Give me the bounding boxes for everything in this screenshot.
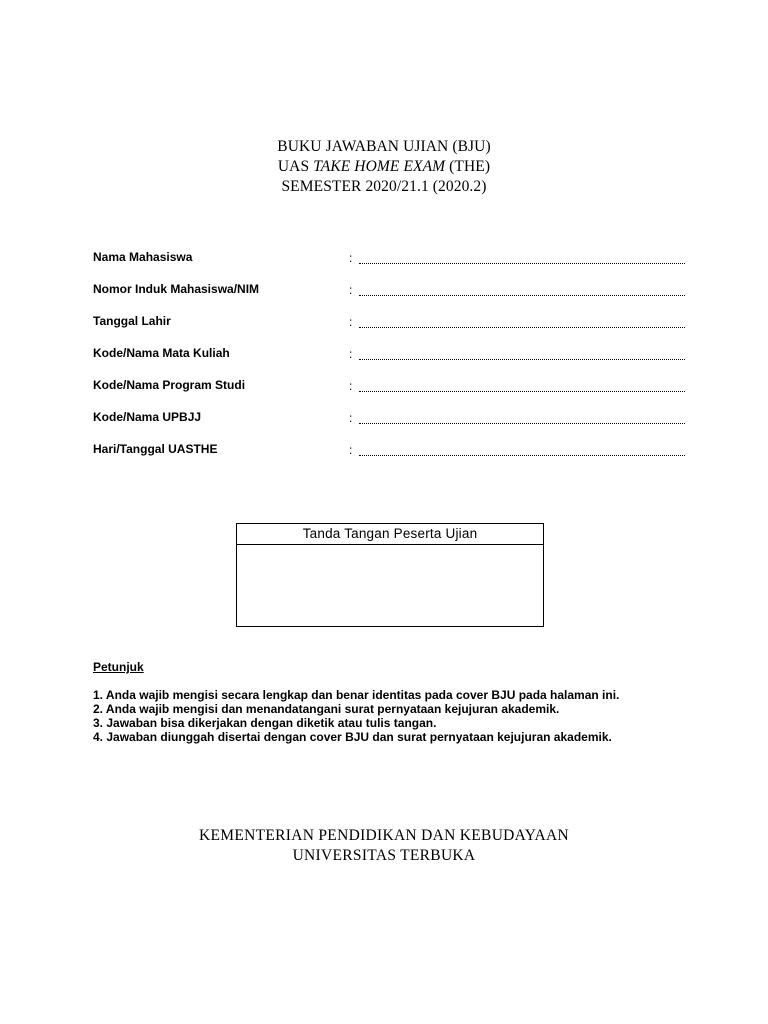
- instructions-heading: Petunjuk: [93, 660, 144, 674]
- signature-box[interactable]: [236, 523, 544, 627]
- title-line-2: [0, 157, 768, 177]
- field-row-mata-kuliah: [93, 344, 685, 376]
- field-input-nama[interactable]: [359, 263, 685, 264]
- field-input-mata-kuliah[interactable]: [359, 359, 685, 360]
- field-label-program-studi: Kode/Nama Program Studi: [93, 378, 246, 392]
- field-label-mata-kuliah: Kode/Nama Mata Kuliah: [93, 346, 230, 360]
- field-colon: :: [349, 315, 353, 329]
- identity-form: [93, 248, 685, 472]
- title-line-2-suffix: (THE): [445, 158, 491, 175]
- university-name: UNIVERSITAS TERBUKA: [292, 847, 476, 864]
- field-row-nim: [93, 280, 685, 312]
- field-input-hari-tanggal[interactable]: [359, 455, 685, 456]
- field-input-nim[interactable]: [359, 295, 685, 296]
- field-row-program-studi: [93, 376, 685, 408]
- field-label-nama: Nama Mahasiswa: [93, 250, 193, 264]
- title-line-2-italic: TAKE HOME EXAM: [313, 158, 446, 175]
- instruction-item: 4. Jawaban diunggah disertai dengan cover BJU dan surat pernyataan kejujuran akademik.: [93, 730, 612, 744]
- field-row-upbjj: [93, 408, 685, 440]
- institution-footer: [0, 826, 768, 866]
- field-input-upbjj[interactable]: [359, 423, 685, 424]
- field-colon: :: [349, 411, 353, 425]
- field-label-hari-tanggal: Hari/Tanggal UASTHE: [93, 442, 218, 456]
- ministry-name: KEMENTERIAN PENDIDIKAN DAN KEBUDAYAAN: [198, 827, 570, 844]
- field-colon: :: [349, 443, 353, 457]
- field-colon: :: [349, 379, 353, 393]
- instructions-section: [93, 660, 733, 744]
- field-input-tanggal-lahir[interactable]: [359, 327, 685, 328]
- field-label-tanggal-lahir: Tanggal Lahir: [93, 314, 171, 328]
- field-colon: :: [349, 251, 353, 265]
- field-row-hari-tanggal: [93, 440, 685, 472]
- field-input-program-studi[interactable]: [359, 391, 685, 392]
- title-line-1: BUKU JAWABAN UJIAN (BJU): [277, 138, 491, 155]
- field-colon: :: [349, 347, 353, 361]
- instruction-item: 3. Jawaban bisa dikerjakan dengan diketik atau tulis tangan.: [93, 716, 437, 730]
- field-row-nama: [93, 248, 685, 280]
- field-row-tanggal-lahir: [93, 312, 685, 344]
- signature-label: Tanda Tangan Peserta Ujian: [237, 524, 543, 545]
- field-label-upbjj: Kode/Nama UPBJJ: [93, 410, 202, 424]
- field-label-nim: Nomor Induk Mahasiswa/NIM: [93, 282, 260, 296]
- title-line-3: SEMESTER 2020/21.1 (2020.2): [281, 178, 487, 195]
- document-title: [0, 137, 768, 197]
- instruction-item: 2. Anda wajib mengisi dan menandatangani surat pernyataan kejujuran akademik.: [93, 702, 560, 716]
- title-line-2-prefix: UAS: [277, 158, 314, 175]
- field-colon: :: [349, 283, 353, 297]
- instruction-item: 1. Anda wajib mengisi secara lengkap dan benar identitas pada cover BJU pada halaman ini.: [93, 688, 620, 702]
